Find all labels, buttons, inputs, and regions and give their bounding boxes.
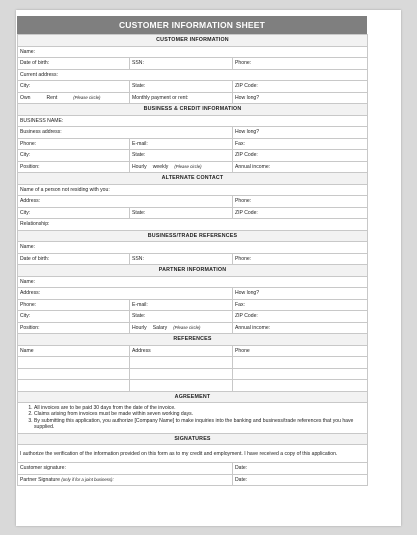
table-row bbox=[18, 368, 368, 380]
customer-city-field[interactable]: City: bbox=[18, 81, 130, 93]
partner-zip-field[interactable]: ZIP Code: bbox=[233, 311, 368, 323]
form-row bbox=[18, 242, 368, 254]
business-email-field[interactable]: E-mail: bbox=[130, 138, 233, 150]
alternate-address-field[interactable]: Address: bbox=[18, 196, 233, 208]
agreement-item: 2. Claims arising from invoices must be made within seven working days. bbox=[34, 411, 365, 417]
reference-cell[interactable] bbox=[18, 357, 130, 369]
form-row bbox=[18, 161, 368, 173]
hourly-option[interactable]: Hourly bbox=[132, 324, 147, 331]
please-circle-note: (Please circle) bbox=[173, 324, 201, 330]
form-row bbox=[18, 322, 368, 334]
business-fax-field[interactable]: Fax: bbox=[233, 138, 368, 150]
form-row bbox=[18, 184, 368, 196]
form-row bbox=[18, 253, 368, 265]
agreement-item: 1. All invoices are to be paid 30 days from the date of the invoice. bbox=[34, 405, 365, 411]
customer-address-field[interactable]: Current address: bbox=[18, 69, 368, 81]
hourly-option[interactable]: Hourly bbox=[132, 163, 147, 170]
weekly-option[interactable]: weekly bbox=[152, 163, 169, 170]
reference-cell[interactable] bbox=[130, 380, 233, 392]
customer-state-field[interactable]: State: bbox=[130, 81, 233, 93]
form-row bbox=[18, 299, 368, 311]
form-row bbox=[18, 288, 368, 300]
business-name-field[interactable]: BUSINESS NAME: bbox=[18, 115, 368, 127]
reference-cell[interactable] bbox=[233, 380, 368, 392]
customer-signature-date-field[interactable]: Date: bbox=[233, 463, 368, 475]
business-city-field[interactable]: City: bbox=[18, 150, 130, 162]
partner-signature-note: (only if for a joint business): bbox=[61, 476, 114, 482]
partner-signature-field[interactable] bbox=[18, 474, 233, 486]
authorization-row bbox=[18, 445, 368, 463]
form-row bbox=[18, 463, 368, 475]
reference-cell[interactable] bbox=[233, 368, 368, 380]
agreement-item: 3. By submitting this application, you authorize [Company Name] to make inquiries into the banking and business/trade references that you have supplied. bbox=[34, 418, 365, 431]
customer-name-field[interactable]: Name: bbox=[18, 46, 368, 58]
partner-signature-label: Partner Signature bbox=[20, 476, 60, 483]
alternate-zip-field[interactable]: ZIP Code: bbox=[233, 207, 368, 219]
section-references: REFERENCES bbox=[18, 334, 368, 346]
reference-cell[interactable] bbox=[18, 368, 130, 380]
partner-annual-income-field[interactable]: Annual income: bbox=[233, 322, 368, 334]
table-row bbox=[18, 380, 368, 392]
partner-email-field[interactable]: E-mail: bbox=[130, 299, 233, 311]
form-row bbox=[18, 92, 368, 104]
reference-cell[interactable] bbox=[130, 368, 233, 380]
business-how-long-field[interactable]: How long? bbox=[233, 127, 368, 139]
customer-how-long-field[interactable]: How long? bbox=[233, 92, 368, 104]
partner-fax-field[interactable]: Fax: bbox=[233, 299, 368, 311]
alternate-name-field[interactable]: Name of a person not residing with you: bbox=[18, 184, 368, 196]
form-row bbox=[18, 219, 368, 231]
trade-dob-field[interactable]: Date of birth: bbox=[18, 253, 130, 265]
partner-state-field[interactable]: State: bbox=[130, 311, 233, 323]
authorization-text: I authorize the verification of the information provided on this form as to my credit and employment. I have received a copy of this application. bbox=[18, 445, 368, 463]
trade-name-field[interactable]: Name: bbox=[18, 242, 368, 254]
business-phone-field[interactable]: Phone: bbox=[18, 138, 130, 150]
business-address-field[interactable]: Business address: bbox=[18, 127, 233, 139]
customer-dob-field[interactable]: Date of birth: bbox=[18, 58, 130, 70]
partner-how-long-field[interactable]: How long? bbox=[233, 288, 368, 300]
agreement-list bbox=[20, 405, 365, 431]
form-row bbox=[18, 207, 368, 219]
sheet-title: CUSTOMER INFORMATION SHEET bbox=[17, 16, 367, 34]
references-col-phone: Phone bbox=[233, 345, 368, 357]
reference-cell[interactable] bbox=[18, 380, 130, 392]
form-row bbox=[18, 311, 368, 323]
section-signatures: SIGNATURES bbox=[18, 433, 368, 445]
rent-option[interactable]: Rent bbox=[46, 94, 58, 101]
own-option[interactable]: Own bbox=[20, 94, 31, 101]
agreement-row bbox=[18, 403, 368, 434]
partner-name-field[interactable]: Name: bbox=[18, 276, 368, 288]
reference-cell[interactable] bbox=[130, 357, 233, 369]
section-agreement: AGREEMENT bbox=[18, 391, 368, 403]
partner-phone-field[interactable]: Phone: bbox=[18, 299, 130, 311]
business-position-field[interactable]: Position: bbox=[18, 161, 130, 173]
please-circle-note: (Please circle) bbox=[174, 163, 202, 169]
business-annual-income-field[interactable]: Annual income: bbox=[233, 161, 368, 173]
form-row bbox=[18, 46, 368, 58]
customer-signature-field[interactable]: Customer signature: bbox=[18, 463, 233, 475]
form-row bbox=[18, 196, 368, 208]
please-circle-note: (Please circle) bbox=[73, 94, 101, 100]
monthly-payment-field[interactable]: Monthly payment or rent: bbox=[130, 92, 233, 104]
trade-phone-field[interactable]: Phone: bbox=[233, 253, 368, 265]
agreement-terms bbox=[18, 403, 368, 434]
customer-phone-field[interactable]: Phone: bbox=[233, 58, 368, 70]
form-row bbox=[18, 69, 368, 81]
form-row bbox=[18, 115, 368, 127]
salary-option[interactable]: Salary bbox=[152, 324, 168, 331]
partner-pay-period-field[interactable] bbox=[130, 322, 233, 334]
alternate-state-field[interactable]: State: bbox=[130, 207, 233, 219]
customer-zip-field[interactable]: ZIP Code: bbox=[233, 81, 368, 93]
table-row bbox=[18, 357, 368, 369]
form-row bbox=[18, 81, 368, 93]
section-alternate: ALTERNATE CONTACT bbox=[18, 173, 368, 185]
form-row bbox=[18, 474, 368, 486]
partner-position-field[interactable]: Position: bbox=[18, 322, 130, 334]
section-customer: CUSTOMER INFORMATION bbox=[18, 35, 368, 47]
pay-period-field[interactable] bbox=[130, 161, 233, 173]
references-header-row bbox=[18, 345, 368, 357]
own-rent-field[interactable] bbox=[18, 92, 130, 104]
section-trade-references: BUSINESS/TRADE REFERENCES bbox=[18, 230, 368, 242]
trade-ssn-field[interactable]: SSN: bbox=[130, 253, 233, 265]
business-zip-field[interactable]: ZIP Code: bbox=[233, 150, 368, 162]
alternate-phone-field[interactable]: Phone: bbox=[233, 196, 368, 208]
section-partner: PARTNER INFORMATION bbox=[18, 265, 368, 277]
partner-signature-date-field[interactable]: Date: bbox=[233, 474, 368, 486]
partner-city-field[interactable]: City: bbox=[18, 311, 130, 323]
partner-address-field[interactable]: Address: bbox=[18, 288, 233, 300]
references-col-address: Address bbox=[130, 345, 233, 357]
form-row bbox=[18, 127, 368, 139]
form-row bbox=[18, 276, 368, 288]
section-business: BUSINESS & CREDIT INFORMATION bbox=[18, 104, 368, 116]
form-row bbox=[18, 150, 368, 162]
form-row bbox=[18, 58, 368, 70]
business-state-field[interactable]: State: bbox=[130, 150, 233, 162]
reference-cell[interactable] bbox=[233, 357, 368, 369]
alternate-relationship-field[interactable]: Relationship: bbox=[18, 219, 368, 231]
customer-ssn-field[interactable]: SSN: bbox=[130, 58, 233, 70]
references-col-name: Name bbox=[18, 345, 130, 357]
alternate-city-field[interactable]: City: bbox=[18, 207, 130, 219]
form-table bbox=[17, 34, 368, 486]
form-row bbox=[18, 138, 368, 150]
